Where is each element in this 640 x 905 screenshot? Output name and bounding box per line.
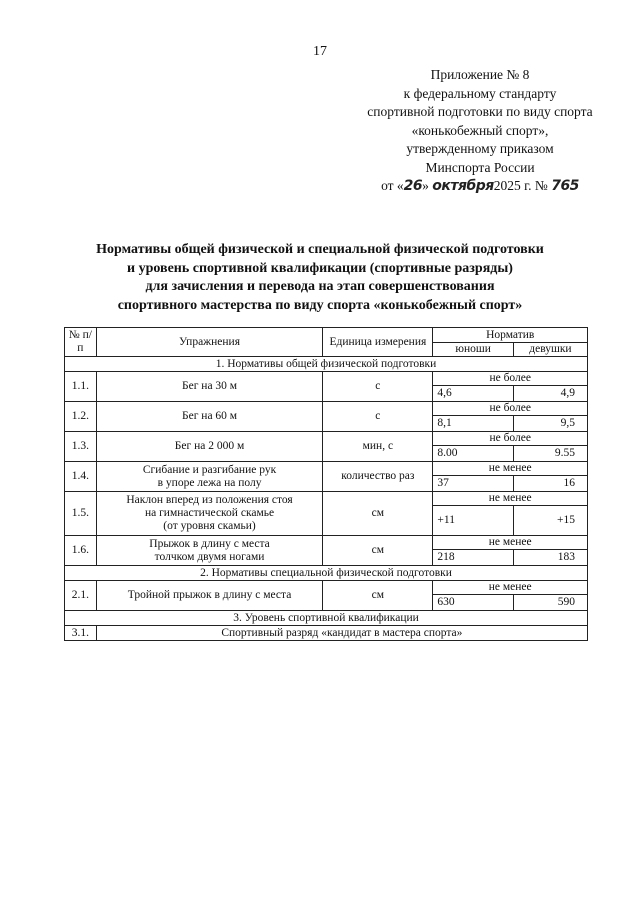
row-exercise-line: на гимнастической скамье [144, 507, 275, 519]
table-row [65, 626, 588, 641]
row-exercise: Бег на 2 000 м [96, 432, 323, 462]
row-exercise: Тройной прыжок в длину с места [96, 581, 323, 611]
annex-line-5: утвержденному приказом [406, 141, 554, 156]
row-condition: не менее [433, 462, 588, 476]
section-1-title: 1. Нормативы общей физической подготовки [65, 357, 588, 372]
table-row [65, 372, 588, 386]
table-row [65, 492, 588, 506]
row-exercise: Бег на 30 м [96, 372, 323, 402]
row-unit: мин, с [323, 432, 433, 462]
row-boys-value: 8.00 [433, 446, 513, 462]
row-unit: см [323, 492, 433, 536]
row-number: 1.6. [65, 536, 97, 566]
handwritten-month: октября [432, 178, 494, 194]
row-exercise-line: в упоре лежа на полу [157, 476, 262, 489]
section-row [65, 357, 588, 372]
row-boys-value: 4,6 [433, 386, 513, 402]
row-unit: с [323, 372, 433, 402]
table-row [65, 581, 588, 595]
year-part: 2025 г. № [493, 178, 548, 193]
annex-line-6: Минспорта России [425, 159, 535, 175]
row-exercise-line: (от уровня скамьи) [163, 520, 256, 532]
row-number: 2.1. [65, 581, 97, 611]
title-line-3: для зачисления и перевода на этап совершенствования [145, 279, 495, 294]
row-girls-value: 590 [513, 595, 587, 611]
title-line-1: Нормативы общей физической и специальной физической подготовки [96, 242, 544, 257]
row-exercise-line: Наклон вперед из положения стоя [126, 494, 293, 506]
row-exercise [96, 536, 323, 566]
norms-table [64, 327, 588, 641]
header-girls: девушки [513, 343, 587, 357]
row-girls-value: 4,9 [513, 386, 587, 402]
row-girls-value: 16 [513, 476, 587, 492]
header-norm: Норматив [433, 328, 588, 343]
row-condition: не более [433, 432, 588, 446]
section-row [65, 566, 588, 581]
row-exercise-line: Прыжок в длину с места [149, 537, 270, 550]
row-unit: с [323, 402, 433, 432]
section-2-title: 2. Нормативы специальной физической подготовки [65, 566, 588, 581]
row-number: 1.2. [65, 402, 97, 432]
document-title [30, 241, 610, 315]
row-number: 1.5. [65, 492, 97, 536]
row-exercise [96, 462, 323, 492]
row-girls-value: 9.55 [513, 446, 587, 462]
annex-line-3: спортивной подготовки по виду спорта [367, 104, 593, 119]
page-number: 17 [313, 44, 327, 59]
table-row [65, 536, 588, 550]
row-number: 1.3. [65, 432, 97, 462]
handwritten-day: 26 [403, 178, 423, 194]
table-row [65, 402, 588, 416]
row-unit: см [323, 536, 433, 566]
table-row [65, 462, 588, 476]
header-row [65, 328, 588, 343]
row-exercise-line: толчком двумя ногами [154, 550, 265, 563]
annex-line-4: «конькобежный спорт», [411, 122, 549, 138]
row-girls-value: 9,5 [513, 416, 587, 432]
row-boys-value: +11 [433, 506, 513, 536]
row-boys-value: 630 [433, 595, 513, 611]
annex-line-1: Приложение № 8 [430, 67, 530, 82]
handwritten-order-number: 765 [551, 178, 579, 194]
row-condition: не менее [433, 492, 588, 506]
table-row [65, 432, 588, 446]
row-girls-value: +15 [513, 506, 587, 536]
row-number: 1.1. [65, 372, 97, 402]
section-row [65, 611, 588, 626]
row-condition: не менее [433, 536, 588, 550]
title-line-4: спортивного мастерства по виду спорта «конькобежный спорт» [117, 297, 523, 313]
header-boys: юноши [433, 343, 513, 357]
row-number: 3.1. [65, 626, 97, 641]
row-unit: количество раз [323, 462, 433, 492]
annex-header [330, 66, 630, 196]
row-number: 1.4. [65, 462, 97, 492]
date-mid: » [422, 178, 429, 193]
row-boys-value: 8,1 [433, 416, 513, 432]
row-exercise-line: Сгибание и разгибание рук [142, 463, 277, 476]
title-line-2: и уровень спортивной квалификации (спортивные разряды) [127, 260, 513, 276]
row-exercise: Спортивный разряд «кандидат в мастера спорта» [96, 626, 587, 641]
date-prefix: от « [381, 178, 404, 193]
section-3-title: 3. Уровень спортивной квалификации [65, 611, 588, 626]
row-condition: не менее [433, 581, 588, 595]
header-num: № п/п [65, 328, 97, 357]
row-condition: не более [433, 402, 588, 416]
row-condition: не более [433, 372, 588, 386]
row-boys-value: 37 [433, 476, 513, 492]
header-unit: Единица измерения [323, 328, 433, 357]
row-girls-value: 183 [513, 550, 587, 566]
row-unit: см [323, 581, 433, 611]
row-exercise: Бег на 60 м [96, 402, 323, 432]
row-exercise [96, 492, 323, 536]
header-exercise: Упражнения [96, 328, 323, 357]
annex-line-2: к федеральному стандарту [403, 85, 557, 101]
order-date-line [330, 177, 630, 196]
row-boys-value: 218 [433, 550, 513, 566]
